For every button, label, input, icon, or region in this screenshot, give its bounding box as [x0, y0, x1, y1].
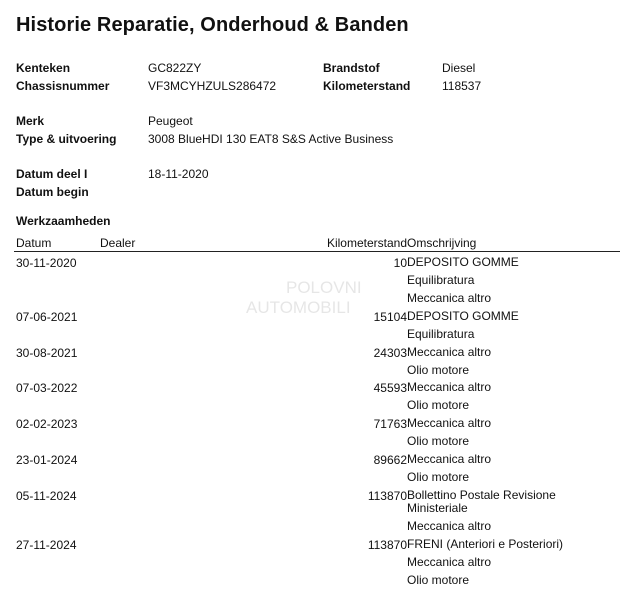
watermark-logo: POLOVNI AUTOMOBILI	[246, 278, 362, 317]
row-date: 05-11-2024	[16, 489, 77, 503]
row-omschrijving	[407, 417, 617, 453]
row-kilometerstand: 89662	[373, 453, 407, 467]
kilometerstand-value: 118537	[442, 79, 482, 93]
row-kilometerstand: 45593	[373, 381, 407, 395]
description-item: Meccanica altro	[407, 554, 492, 569]
description-item: Olio motore	[407, 433, 470, 448]
row-date: 07-06-2021	[16, 310, 78, 324]
description-item: Olio motore	[407, 469, 470, 484]
kenteken-label: Kenteken	[16, 61, 71, 75]
description-item: Olio motore	[407, 572, 470, 587]
row-kilometerstand: 113870	[367, 538, 407, 552]
type-label: Type & uitvoering	[16, 132, 117, 146]
row-date: 02-02-2023	[16, 417, 78, 431]
description-item: DEPOSITO GOMME	[407, 309, 519, 323]
row-date: 07-03-2022	[16, 381, 78, 395]
description-item: Meccanica altro	[407, 345, 492, 359]
description-item: Meccanica altro	[407, 290, 492, 305]
row-omschrijving	[407, 489, 617, 538]
row-kilometerstand: 24303	[373, 346, 407, 360]
chassis-value: VF3MCYHZULS286472	[148, 79, 277, 93]
description-item: Olio motore	[407, 362, 470, 377]
description-item: Meccanica altro	[407, 416, 492, 430]
row-date: 27-11-2024	[16, 538, 77, 552]
row-kilometerstand: 113870	[367, 489, 407, 503]
row-kilometerstand: 71763	[373, 417, 407, 431]
row-kilometerstand: 10	[393, 256, 407, 270]
merk-label: Merk	[16, 114, 45, 128]
description-item: Bollettino Postale Revisione Ministeriale	[407, 488, 556, 515]
row-omschrijving	[407, 538, 617, 591]
description-item: FRENI (Anteriori e Posteriori)	[407, 537, 564, 551]
col-omschrijving: Omschrijving	[407, 236, 477, 250]
description-item: Meccanica altro	[407, 518, 492, 533]
description-item: Meccanica altro	[407, 380, 492, 394]
brandstof-value: Diesel	[442, 61, 476, 75]
row-date: 23-01-2024	[16, 453, 78, 467]
werkzaamheden-heading: Werkzaamheden	[16, 214, 111, 228]
description-item: Equilibratura	[407, 272, 475, 287]
row-kilometerstand: 15104	[373, 310, 407, 324]
row-omschrijving	[407, 256, 617, 309]
row-omschrijving	[407, 310, 617, 346]
description-item: Meccanica altro	[407, 452, 492, 466]
row-date: 30-11-2020	[16, 256, 77, 270]
row-omschrijving	[407, 381, 617, 417]
row-omschrijving	[407, 346, 617, 382]
col-kilometerstand: Kilometerstand	[326, 236, 407, 250]
col-dealer: Dealer	[100, 236, 136, 250]
merk-value: Peugeot	[148, 114, 193, 128]
kenteken-value: GC822ZY	[148, 61, 202, 75]
row-date: 30-08-2021	[16, 346, 78, 360]
description-item: Olio motore	[407, 397, 470, 412]
datum-deel-value: 18-11-2020	[148, 167, 209, 181]
datum-deel-label: Datum deel I	[16, 167, 88, 181]
description-item: Equilibratura	[407, 326, 475, 341]
row-omschrijving	[407, 453, 617, 489]
type-value: 3008 BlueHDI 130 EAT8 S&S Active Business	[148, 132, 394, 146]
brandstof-label: Brandstof	[323, 61, 380, 75]
col-datum: Datum	[16, 236, 52, 250]
datum-begin-label: Datum begin	[16, 185, 89, 199]
chassis-label: Chassisnummer	[16, 79, 110, 93]
table-header	[14, 236, 620, 252]
page-title: Historie Reparatie, Onderhoud & Banden	[16, 14, 409, 36]
kilometerstand-label: Kilometerstand	[323, 79, 411, 93]
description-item: DEPOSITO GOMME	[407, 255, 519, 269]
